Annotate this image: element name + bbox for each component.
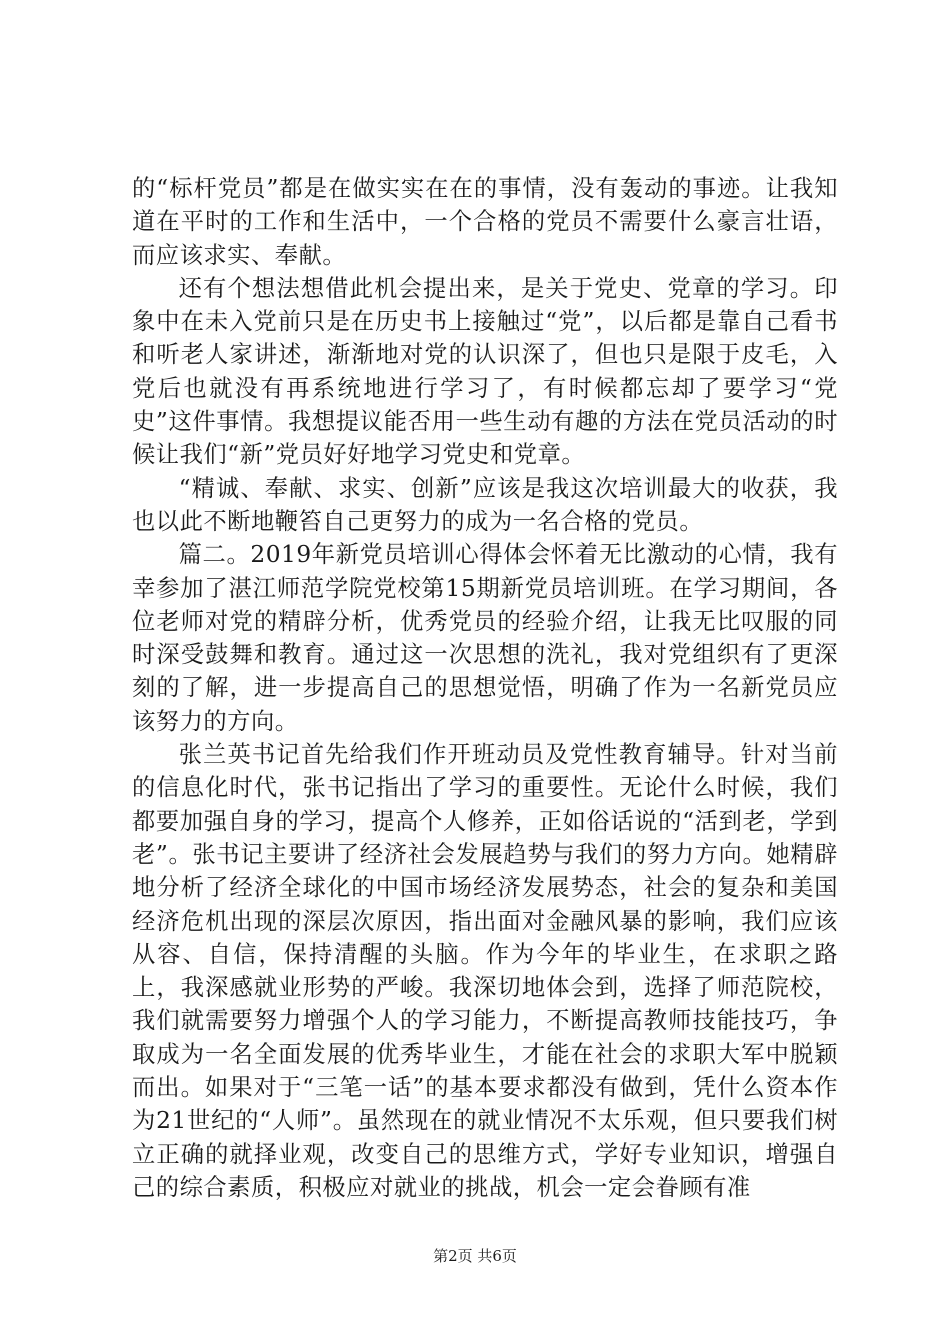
document-body: [132, 172, 838, 1204]
paragraph-part-two: 篇二。2019年新党员培训心得体会怀着无比激动的心情，我有幸参加了湛江师范学院党校第15期新党员培训班。在学习期间，各位老师对党的精辟分析，优秀党员的经验介绍，让我无比叹服的同时深受鼓舞和教育。通过这一次思想的洗礼，我对党组织有了更深刻的了解，进一步提高自己的思想觉悟，明确了作为一名新党员应该努力的方向。: [132, 541, 838, 735]
paragraph-continuation: 的“标杆党员”都是在做实实在在的事情，没有轰动的事迹。让我知道在平时的工作和生活中，一个合格的党员不需要什么豪言壮语，而应该求实、奉献。: [132, 175, 838, 269]
page-footer: 第2页 共6页: [433, 1247, 517, 1265]
paragraph-party-history: 还有个想法想借此机会提出来，是关于党史、党章的学习。印象中在未入党前只是在历史书上接触过“党”，以后都是靠自己看书和听老人家讲述，渐渐地对党的认识深了，但也只是限于皮毛，入党后也就没有再系统地进行学习了，有时候都忘却了要学习“党史”这件事情。我想提议能否用一些生动有趣的方法在党员活动的时候让我们“新”党员好好地学习党史和党章。: [132, 274, 838, 469]
paragraph-secretary: 张兰英书记首先给我们作开班动员及党性教育辅导。针对当前的信息化时代，张书记指出了学习的重要性。无论什么时候，我们都要加强自身的学习，提高个人修养，正如俗话说的“活到老，学到老”。张书记主要讲了经济社会发展趋势与我们的努力方向。她精辟地分析了经济全球化的中国市场经济发展势态，社会的复杂和美国经济危机出现的深层次原因，指出面对金融风暴的影响，我们应该从容、自信，保持清醒的头脑。作为今年的毕业生，在求职之路上，我深感就业形势的严峻。我深切地体会到，选择了师范院校，我们就需要努力增强个人的学习能力，不断提高教师技能技巧，争取成为一名全面发展的优秀毕业生，才能在社会的求职大军中脱颖而出。如果对于“三笔一话”的基本要求都没有做到，凭什么资本作为21世纪的“人师”。虽然现在的就业情况不太乐观，但只要我们树立正确的就择业观，改变自己的思维方式，学好专业知识，增强自己的综合素质，积极应对就业的挑战，机会一定会眷顾有准: [132, 741, 838, 1201]
paragraph-harvest: “精诚、奉献、求实、创新”应该是我这次培训最大的收获，我也以此不断地鞭笞自己更努力的成为一名合格的党员。: [132, 474, 838, 535]
